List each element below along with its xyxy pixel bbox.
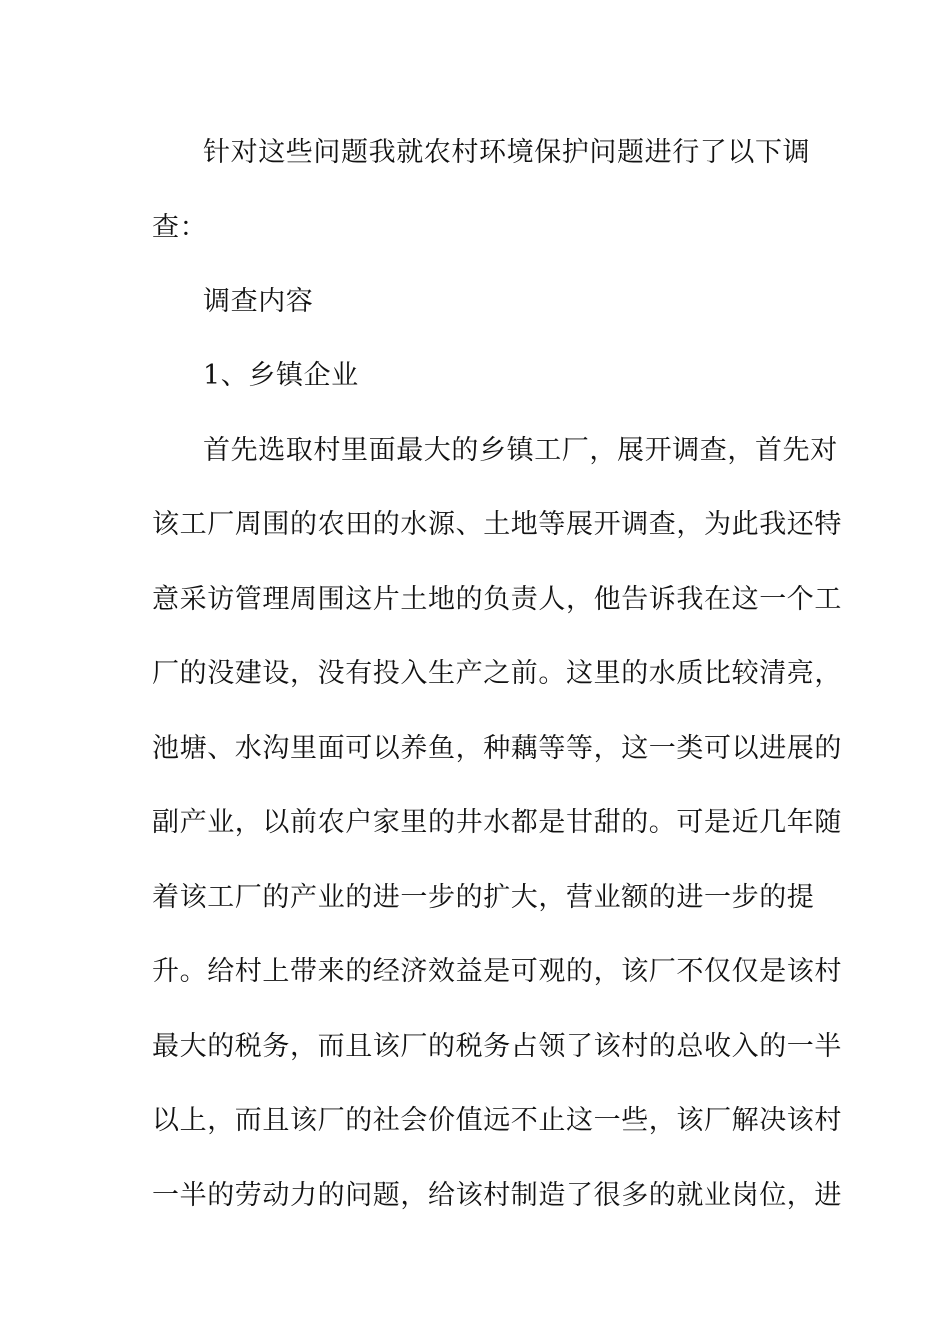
paragraph-line: 查： [152, 212, 208, 243]
paragraph-line: 副产业，以前农户家里的井水都是甘甜的。可是近几年随 [152, 807, 842, 838]
paragraph-line: 该工厂周围的农田的水源、土地等展开调查，为此我还特 [152, 509, 842, 540]
paragraph-line: 着该工厂的产业的进一步的扩大，营业额的进一步的提 [152, 882, 815, 913]
paragraph-line: 以上，而且该厂的社会价值远不止这一些，该厂解决该村 [152, 1105, 842, 1136]
paragraph-line: 一半的劳动力的问题，给该村制造了很多的就业岗位，进 [152, 1180, 842, 1211]
paragraph-line: 池塘、水沟里面可以养鱼，种藕等等，这一类可以进展的 [152, 733, 842, 764]
paragraph-line: 最大的税务，而且该厂的税务占领了该村的总收入的一半 [152, 1031, 842, 1062]
paragraph-line: 厂的没建设，没有投入生产之前。这里的水质比较清亮， [152, 658, 842, 689]
section-heading: 调查内容 [203, 286, 314, 317]
paragraph-line: 针对这些问题我就农村环境保护问题进行了以下调 [203, 137, 811, 168]
paragraph-line: 首先选取村里面最大的乡镇工厂，展开调查，首先对 [203, 435, 838, 466]
paragraph-line: 升。给村上带来的经济效益是可观的，该厂不仅仅是该村 [152, 956, 842, 987]
subsection-heading: 1、乡镇企业 [203, 360, 359, 391]
paragraph-line: 意采访管理周围这片土地的负责人，他告诉我在这一个工 [152, 584, 842, 615]
